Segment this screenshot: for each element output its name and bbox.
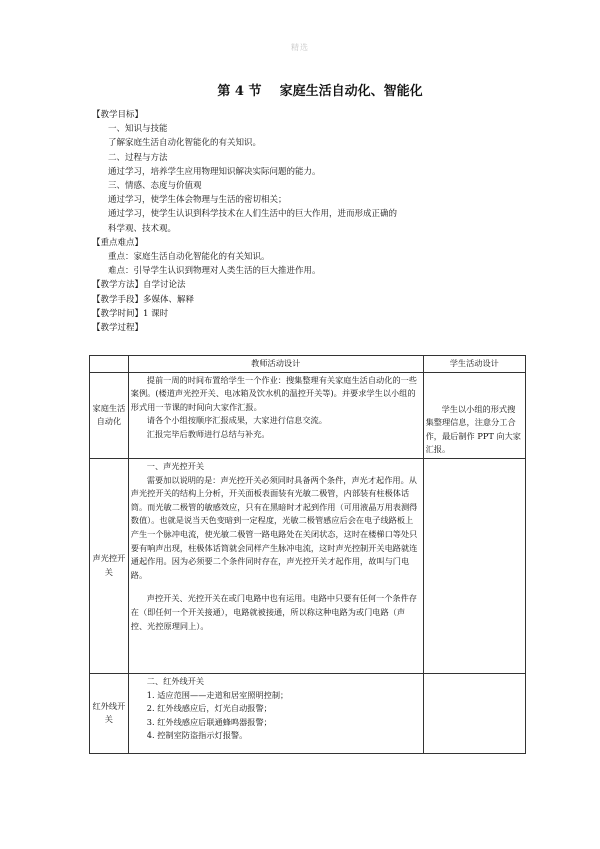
- header-teacher: 教师活动设计: [128, 356, 423, 373]
- emotion-text-1: 通过学习，使学生体会物理与生活的密切相关；: [108, 195, 287, 206]
- teaching-method: 【教学方法】自学讨论法: [92, 280, 186, 291]
- teacher-cell: [128, 458, 423, 673]
- row-label: 家庭生活自动化: [90, 372, 129, 458]
- difficult-point: 难点：引导学生认识到物理对人类生活的巨大推进作用。: [108, 266, 321, 277]
- teacher-list-item: 1. 适应范围——走道和居室照明控制；: [146, 689, 289, 700]
- emotion-text-2b: 科学观、技术观。: [108, 223, 177, 234]
- teacher-list-item: 3. 红外线感应后联通蜂鸣器报警；: [146, 716, 272, 727]
- student-cell: [423, 458, 525, 673]
- lesson-body: [92, 108, 522, 335]
- student-cell: [423, 372, 525, 458]
- teacher-list-item: 2. 红外线感应后，灯光自动报警；: [146, 703, 272, 714]
- teaching-time: 【教学时间】1 课时: [92, 308, 169, 319]
- key-point: 重点：家庭生活自动化智能化的有关知识。: [108, 252, 270, 263]
- teacher-subheading: 二、红外线开关: [146, 675, 205, 686]
- emotion-heading: 三、情感、态度与价值观: [108, 181, 202, 192]
- process-heading-main: 【教学过程】: [92, 323, 144, 334]
- knowledge-text: 了解家庭生活自动化智能化的有关知识。: [108, 138, 262, 149]
- process-text: 通过学习，培养学生应用物理知识解决实际问题的能力。: [108, 166, 321, 177]
- teacher-paragraph: 请各个小组按顺序汇报成果，大家进行信息交流。: [146, 415, 327, 426]
- keypoints-heading: 【重点难点】: [92, 237, 144, 248]
- teacher-paragraph: 需要加以说明的是：声光控开关必须同时具备两个条件，声光才起作用。从声光控开关的结构上分析，开关面板表面装有光敏二极管，内部装有柱极体话筒。而光敏二极管的敏感效应，只有在黑暗时才起到作用（可用液晶万用表测得数值）。也就是说当天色变暗到一定程度，光敏二极管感应后会在电子线路板上产生一个脉冲电流，使光敏二极管一路电路处在关闭状态，这时在楼梯口等处只要有响声出现，柱极体话筒就会同样产生脉冲电流，这时声光控制开关电路就连通起作用。因为必须要二个条件同时存在，声光控开关才起作用，故叫与门电路。: [130, 474, 418, 580]
- table-header-row: [90, 356, 526, 373]
- table-row: [90, 673, 526, 753]
- watermark: 精选: [291, 43, 309, 52]
- header-label-cell: [90, 356, 129, 373]
- teacher-cell: [128, 673, 423, 753]
- row-label: 红外线开关: [90, 673, 129, 753]
- section-name: 家庭生活自动化、智能化: [279, 84, 423, 99]
- teacher-paragraph: 声控开关、光控开关在或门电路中也有运用。电路中只要有任何一个条件存在（即任何一个开关接通），电路就被接通，所以称这种电路为或门电路（声控、光控原理同上）。: [130, 593, 417, 631]
- lesson-table: [89, 355, 526, 754]
- teacher-list-item: 4. 控制室防盗指示灯报警。: [146, 730, 248, 741]
- teaching-means: 【教学手段】多媒体、解释: [92, 294, 195, 305]
- page-title: [0, 80, 600, 99]
- emotion-text-2a: 通过学习，使学生认识到科学技术在人们生活中的巨大作用，进而形成正确的: [108, 209, 398, 220]
- row-label: 声光控开关: [90, 458, 129, 673]
- header-student: 学生活动设计: [423, 356, 525, 373]
- process-heading: 二、过程与方法: [108, 152, 168, 163]
- knowledge-heading: 一、知识与技能: [108, 124, 168, 135]
- objectives-heading: 【教学目标】: [92, 110, 144, 120]
- table-row: [90, 458, 526, 673]
- teacher-paragraph: 提前一周的时间布置给学生一个作业：搜集整理有关家庭生活自动化的一些案例。(楼道声光控开关、电冰箱及饮水机的温控开关等)。并要求学生以小组的形式用一节课的时间向大家作汇报。: [130, 374, 417, 412]
- section-number: 第 4 节: [217, 84, 262, 99]
- student-paragraph: 学生以小组的形式搜集整理信息，注意分工合作，最后制作 PPT 向大家汇报。: [425, 403, 521, 455]
- teacher-subheading: 一、声光控开关: [146, 460, 205, 471]
- table-row: [90, 372, 526, 458]
- student-cell: [423, 673, 525, 753]
- teacher-paragraph: 汇报完毕后教师进行总结与补充。: [146, 428, 270, 439]
- teacher-cell: [128, 372, 423, 458]
